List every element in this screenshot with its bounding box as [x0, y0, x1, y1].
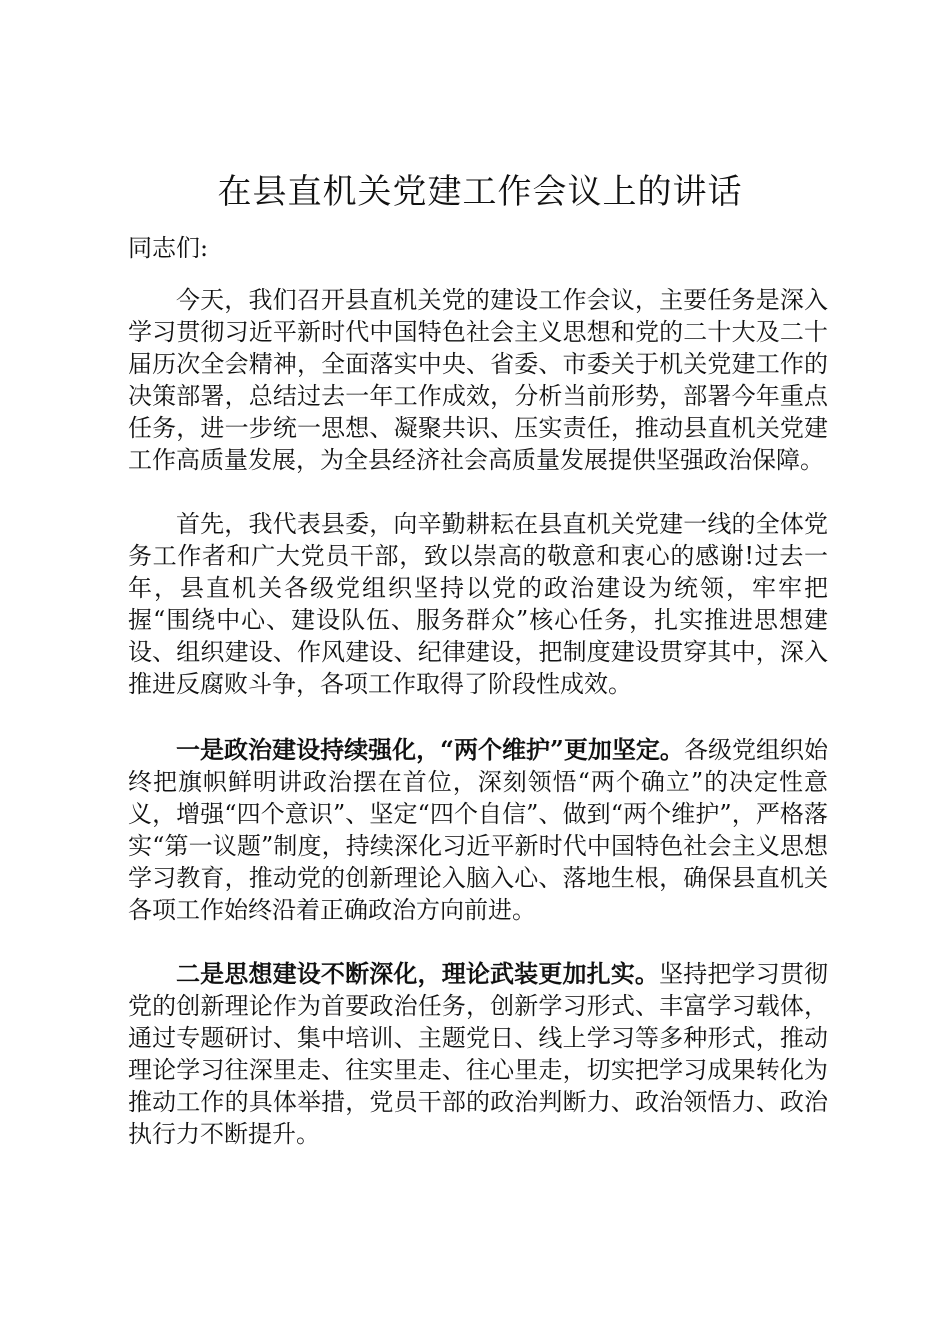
paragraph-intro: [128, 284, 828, 476]
paragraph-political-building: [128, 734, 828, 926]
paragraph-lead-heading: 二是思想建设不断深化，理论武装更加扎实。: [176, 959, 660, 988]
paragraph-text: 坚持把学习贯彻党的创新理论作为首要政治任务，创新学习形式、丰富学习载体，通过专题研讨、集中培训、主题党日、线上学习等多种形式，推动理论学习往深里走、往实里走、往心里走，切实把学习成果转化为推动工作的具体举措，党员干部的政治判断力、政治领悟力、政治执行力不断提升。: [128, 960, 829, 1148]
paragraph-thanks: [128, 508, 828, 700]
document-title: 在县直机关党建工作会议上的讲话: [217, 172, 743, 212]
paragraph-ideological-building: [128, 958, 828, 1150]
paragraph-text: 今天，我们召开县直机关党的建设工作会议，主要任务是深入学习贯彻习近平新时代中国特色社会主义思想和党的二十大及二十届历次全会精神，全面落实中央、省委、市委关于机关党建工作的决策部署，总结过去一年工作成效，分析当前形势，部署今年重点任务，进一步统一思想、凝聚共识、压实责任，推动县直机关党建工作高质量发展，为全县经济社会高质量发展提供坚强政治保障。: [128, 286, 828, 474]
paragraph-text: 首先，我代表县委，向辛勤耕耘在县直机关党建一线的全体党务工作者和广大党员干部，致以崇高的敬意和衷心的感谢!过去一年，县直机关各级党组织坚持以党的政治建设为统领，牢牢把握“围绕中心、建设队伍、服务群众”核心任务，扎实推进思想建设、组织建设、作风建设、纪律建设，把制度建设贯穿其中，深入推进反腐败斗争，各项工作取得了阶段性成效。: [128, 510, 828, 698]
salutation: 同志们:: [128, 234, 209, 262]
paragraph-lead-heading: 一是政治建设持续强化，“两个维护”更加坚定。: [176, 735, 684, 764]
paragraph-text: 各级党组织始终把旗帜鲜明讲政治摆在首位，深刻领悟“两个确立”的决定性意义，增强“四个意识”、坚定“四个自信”、做到“两个维护”，严格落实“第一议题”制度，持续深化习近平新时代中国特色社会主义思想学习教育，推动党的创新理论入脑入心、落地生根，确保县直机关各项工作始终沿着正确政治方向前进。: [128, 736, 829, 924]
